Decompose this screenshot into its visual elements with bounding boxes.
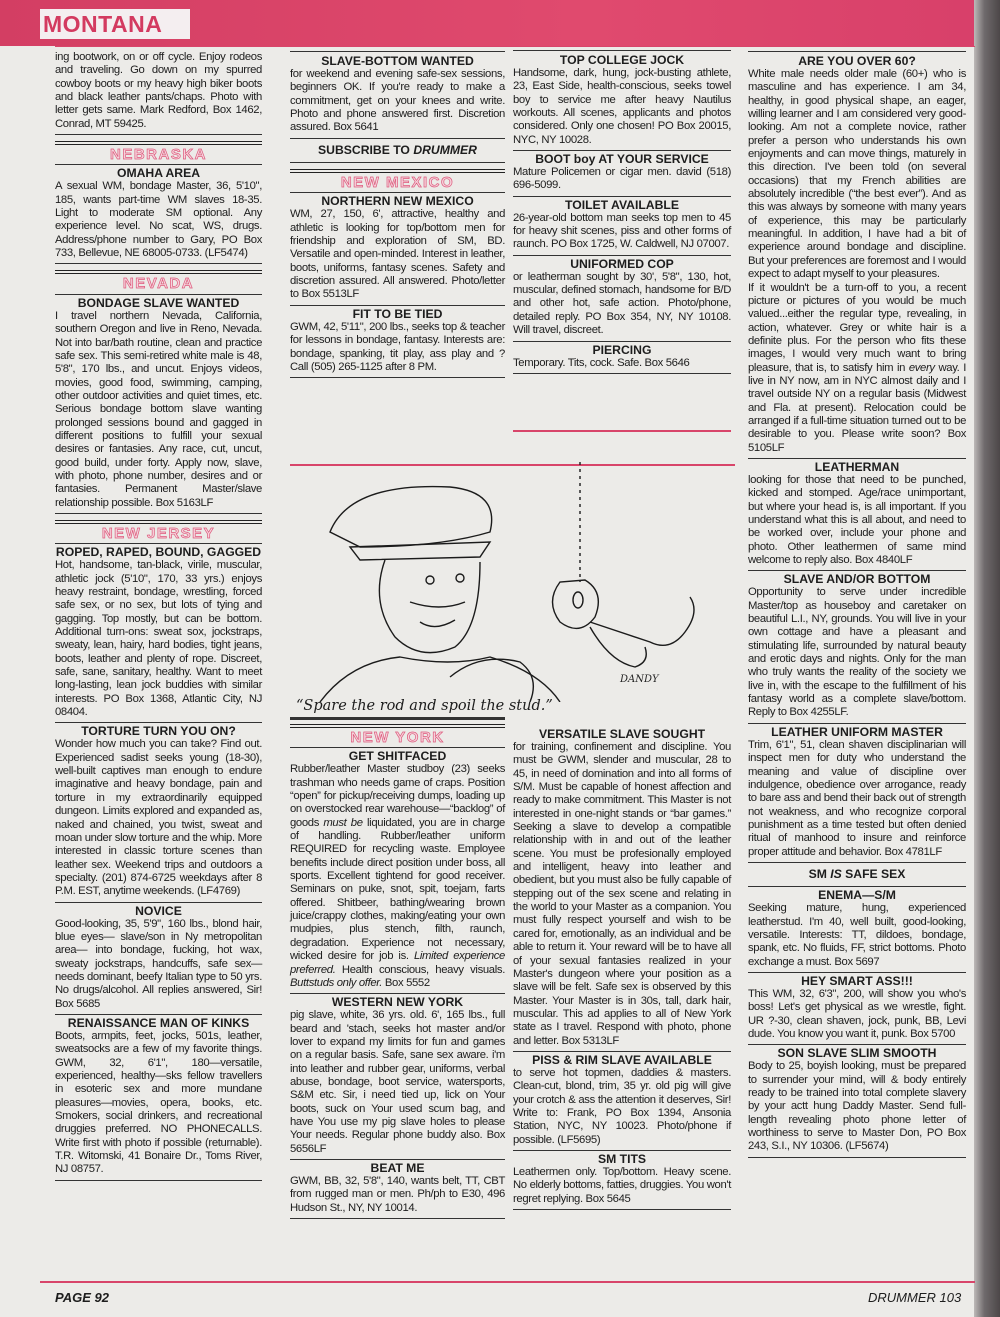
ad-title: TORTURE TURN YOU ON? — [81, 724, 236, 739]
ad-title: LEATHER UNIFORM MASTER — [771, 724, 943, 739]
ad-body — [513, 357, 731, 370]
section-header: NEW YORK — [290, 724, 505, 748]
ad-body — [748, 474, 966, 567]
text-segment: 26-year-old bottom man seeks top men to 45 for heavy shit scenes, piss and other forms of raunch. PO Box 1725, W. Caldwell, NJ 07007. — [513, 211, 731, 251]
ad-body — [513, 212, 731, 252]
ad-body — [55, 1030, 262, 1177]
classified-ad — [748, 724, 966, 863]
text-segment: Rubber/leather Master studboy (23) seeks trashman who needs game of craps. Position “open” for pickup/receiving dumps, loading up on overstocked rear warehouse—“backlog” of goods — [290, 763, 505, 829]
section-header: NEW JERSEY — [55, 520, 262, 544]
notice-banner — [748, 863, 966, 887]
text-segment: Wonder how much you can take? Find out. Experienced sadist seeks young (18-30), well-built captives man enough to endure imaginative and heavy bondage, pain and torture in my extraordinarily equipped dungeon. Limits explored and expanded as, naked and chained, you twist, sweat and moan under slow torture and the whip. More interested in classic torture scenes than leather sex. Weekend trips and outdoors a specialty. (201) 874-6725 weekdays after 8 P.M. EST, anytime weekends. (LF4769) — [55, 738, 262, 898]
text-segment: Good-looking, 35, 5'9", 160 lbs., blond hair, blue eyes— slave/son in Ny metropolitan area— into bondage, fucking, hot wax, sweaty jockstraps, handcuffs, safe sex— needs dominant, beefy Italian type to 50 yrs. No drugs/alcohol. All replies answered, Sir! Box 5685 — [55, 917, 262, 1010]
illustration-officer-and-bound-figure — [290, 462, 735, 702]
ad-body — [290, 1009, 505, 1156]
ad-title: TOP COLLEGE JOCK — [559, 53, 685, 67]
text-segment: Temporary. Tits, cock. Safe. Box 5646 — [513, 356, 690, 369]
ad-title: PIERCING — [592, 342, 652, 357]
column-rule — [513, 50, 731, 51]
text-segment: WM, 27, 150, 6', attractive, healthy and athletic is looking for top/bottom men for friendship and exploration of SM, BD. Versatile and open-minded. Interest in leather, boots, uniforms, fantasy scenes. Safety and discretion assured. All answered. Photo/letter to Box 5513LF — [290, 208, 505, 301]
column-1 — [55, 50, 262, 1181]
text-segment: Seeking mature, hung, experienced leatherstud. I'm 40, well built, good-looking, versatile. Interests: TT, dildoes, bondage, spank, etc. No fluids, FF, strict bottoms. Photo exchange a must. Box 5697 — [748, 902, 966, 968]
classified-ad — [290, 193, 505, 305]
column-3-top — [513, 52, 731, 374]
classified-ad — [748, 459, 966, 571]
text-segment: Mature Policemen or cigar men. david (518) 696-5099. — [513, 166, 731, 192]
section-header: NEVADA — [55, 270, 262, 294]
ad-title: UNIFORMED COP — [570, 256, 674, 271]
section-header: NEBRASKA — [55, 141, 262, 165]
text-segment: liquidated, you are in charge of handling. Rubber/leather uniform REQUIRED for recycling waste. Employee benefits include direct position under boss, all sports. Excellent tightend for good receiver. Seminars on puke, snot, spit, toejam, farts offered. Shitbeer, bathing/wearing brown juice/crappy clothes, making/eating your own mudpies, plus stench, filth, raunch, degradation. Experience not necessary, wicked desire for job is. — [290, 816, 505, 963]
state-label-box — [40, 9, 190, 39]
column-2-top — [290, 53, 505, 378]
bound-figure-head — [553, 580, 599, 628]
text-segment: looking for those that need to be punched, kicked and stomped. Age/race unimportant, but where your head is, is all important. If you understand what this is all about, and need to be worked over, include your phone and photo. Other leathermen of same mind welcome to reply also. Box 4840LF — [748, 473, 966, 567]
classified-ad — [513, 197, 731, 256]
text-segment: for weekend and evening safe-sex sessions, beginners OK. If you're ready to make a commitment, get on your knees and write. Photo and phone answered first. Discretion assured. Box 5641 — [290, 68, 505, 134]
ad-title: VERSATILE SLAVE SOUGHT — [538, 727, 706, 741]
classified-ad — [513, 1151, 731, 1210]
classified-ad — [55, 544, 262, 723]
ad-body — [748, 68, 966, 455]
text-segment: I travel northern Nevada, California, southern Oregon and live in Reno, Nevada. Not into bar/bath routine, clean and practice safe sex. This semi-retired white male is 48, 5'8", 170 lbs., and uncut. Enjoys videos, movies, good food, swimming, camping, other outdoor activities and quiet times, etc. Serious bondage bottom slave wanting prolonged sessions bound and gagged in different positions to fulfill your sexual desires or fantasies. Any race, cut, uncut, good build, under forty. Apply now, slave, with photo, phone number, desires and or fantasies. Permanent Master/slave relationship possible. Box 5163LF — [55, 309, 262, 509]
text-segment: way. I live in NY now, am in NYC almost daily and I travel outside NY on a regular basis (Midwest and Fla. at present). Relocation could be arranged if a full-time situation turned out to be desirable to you. Please write soon? Box 5105LF — [748, 361, 966, 454]
ad-title: NORTHERN NEW MEXICO — [321, 194, 474, 209]
text-segment: A sexual WM, bondage Master, 36, 5'10", 185, wants part-time WM slaves 18-35. Light to moderate SM optional. Any experience level. No scat, WS, drugs. Address/phone number to Gary, PO Box 733, Bellevue, NE 68005-0733. (LF5474) — [55, 180, 262, 260]
ad-title: BOOT boy AT YOUR SERVICE — [535, 152, 709, 167]
ad-body — [290, 321, 505, 374]
page-number-left: PAGE 92 — [55, 1290, 109, 1305]
ad-body — [748, 739, 966, 859]
classified-ad — [290, 994, 505, 1160]
ad-title: RENAISSANCE MAN OF KINKS — [67, 1015, 250, 1030]
artist-signature: DANDY — [620, 674, 659, 685]
officer-cap — [330, 487, 492, 547]
italic-text: IS — [830, 866, 842, 881]
classified-ad — [290, 748, 505, 994]
bottom-rule — [40, 1281, 975, 1283]
ad-title: SLAVE AND/OR BOTTOM — [783, 572, 931, 587]
classified-ad — [55, 1015, 262, 1181]
ad-body — [748, 586, 966, 719]
text-segment: pig slave, white, 36 yrs. old. 6', 165 lbs., full beard and 'stach, seeks hot master and/or lover to expand my limits for fun and games on a regular basis. Safe, sane sex aware. i'm into leather and rubber gear, uniforms, verbal abuse, bondage, boot service, watersports, S&M etc. Sir, i need tied up, lick on Your boots, suck on Your used scum bag, and have You use my pig slave holes to please Your needs. Regular phone buddy also. Box 5656LF — [290, 1009, 505, 1155]
text-segment: or leatherman sought by 30', 5'8", 130, hot, muscular, defined stomach, handsome for B/D and other hot, safe action. Photo/phone, detailed reply. PO Box 354, NY, NY 10108. Will travel, discreet. — [513, 270, 731, 337]
ad-body — [55, 918, 262, 1011]
page-number-right: DRUMMER 103 — [868, 1290, 962, 1305]
ad-title: FIT TO BE TIED — [352, 306, 443, 321]
ad-body — [290, 1175, 505, 1215]
text-segment: Handsome, dark, hung, jock-busting athlete, 23, East Side, health-conscious, seeks towel boy to service me after heavy Nautilus workouts. All scenes, applicants and photos considered. Only one chosen! PO Box 20015, NYC, NY 10028. — [513, 67, 731, 146]
text-segment: Leathermen only. Top/bottom. Heavy scene. No elderly bottoms, fatties, druggies. You won't regret replying. Box 5645 — [513, 1165, 731, 1205]
text-segment: White male needs older male (60+) who is masculine and has experience. I am 34, healthy, in good physical shape, an eager, willing learner and I am considered very good-looking. Am not a complete novice, rather prefer a person who understands his own enjoyments and can move things, maturely in this direction. I've been told (on several occasions) that my French abilities are absolutely incredible (“the best ever”). And as this was always by someone with many years of experience, this may be particularly meaningful. In addition, I have had a bit of experience around bondage and discipline. But your preferences are foremost and I would expect to adapt myself to your pleasures. If it wouldn't be a turn-off to you, a recent picture or pictures of you would be much valued...either the regular type, revealing, in action, whatever. Grey or white hair is a definite plus. For the person who fits these images, I would very much want to bring pleasure, that is, to satisfy him in — [748, 68, 966, 374]
ad-title: ROPED, RAPED, BOUND, GAGGED — [55, 545, 262, 560]
text-segment: Trim, 6'1", 51, clean shaven disciplinarian will inspect men for duty who understand the meaning and value of discipline over indulgence, obedience over arrogance, ready to bare ass and bend their back out of strength not weakness, and who recognize corporal punishment as a time tested but often denied ritual of manhood to insure and reinforce proper attitude and behavior. Box 4781LF — [748, 738, 966, 858]
classified-ad — [748, 1045, 966, 1157]
classified-ad — [55, 723, 262, 902]
notice-banner — [290, 139, 505, 163]
ad-title: HEY SMART ASS!!! — [801, 973, 913, 988]
ad-body — [513, 67, 731, 147]
text-segment: Health conscious, heavy visuals. — [335, 963, 505, 976]
ad-title: BONDAGE SLAVE WANTED — [77, 295, 240, 310]
column-3-bottom — [513, 726, 731, 1210]
ad-body — [513, 166, 731, 193]
ad-body — [55, 738, 262, 898]
text-segment: Boots, armpits, feet, jocks, 501s, leather, sweatsocks are a few of my favorite things. GWM, 32, 6'1", 180—versatile, experienced, healthy—sks fellow travellers in esoteric sex and more mundane pleasures—movies, opera, books, etc. Smokers, social drinkers, and recreational druggies preferred. NO PHONECALLS. Write first with photo if possible (returnable). T.R. Witomski, 41 Bonaire Dr., Toms River, NJ 08757. — [55, 1029, 262, 1176]
text-segment: GWM, 42, 5'11", 200 lbs., seeks top & teacher for lessons in bondage, fantasy. Interests are: bondage, spanking, tit play, ass play and ? Call (505) 265-1125 after 8 PM. — [290, 320, 505, 373]
classified-ad — [513, 726, 731, 1052]
state-label: MONTANA — [43, 11, 163, 37]
ad-body — [513, 741, 731, 1048]
text-segment: Hot, handsome, tan-black, virile, muscular, athletic jock (5'10", 170, 33 yrs.) enjoys heavy restraint, bondage, wrestling, forced safe sex, or no sex, but lots of tying and gagging. Top mostly, but can be bottom. Additional turn-ons: sweat sox, jockstraps, sweaty, lean, hairy, hard bodies, tight jeans, boots, leather and plenty of rope. Discreet, safe, sane, sanitary, healthy. Want to meet long-lasting, lean jock buddies with similar interests. PO Box 1368, Atlantic City, NJ 08404. — [55, 559, 262, 719]
top-rule — [55, 46, 975, 47]
ad-title: ARE YOU OVER 60? — [798, 54, 916, 68]
italic-text: Limited experience preferred. — [290, 950, 505, 976]
classified-ad — [748, 53, 966, 459]
ad-title: WESTERN NEW YORK — [331, 995, 464, 1010]
classified-ad — [513, 342, 731, 374]
ad-title: SON SLAVE SLIM SMOOTH — [777, 1046, 937, 1061]
italic-text: every — [908, 361, 935, 374]
ad-title: GET SHITFACED — [348, 749, 447, 764]
italic-text: DRUMMER — [413, 142, 477, 157]
ad-title: SM TITS — [597, 1151, 647, 1166]
ad-title: PISS & RIM SLAVE AVAILABLE — [532, 1052, 712, 1067]
section-header: NEW MEXICO — [290, 169, 505, 193]
ad-body — [513, 1067, 731, 1147]
illustration-caption: “Spare the rod and spoil the stud.” — [296, 698, 553, 714]
text-segment: Opportunity to serve under incredible Master/top as houseboy and caretaker on beautiful L.I., NY, grounds. You will live in your own cottage and have a pleasant and stimulating life, surrounded by natural beauty and erotic days and nights. Only for the man who truly wants the reality of the society we live in, with the escape to the fulfillment of his fantasy world as a complete slave/bottom. Reply to Box 4255LF. — [748, 586, 966, 719]
classified-ad — [513, 151, 731, 197]
classified-ad — [513, 256, 731, 342]
classified-ad — [55, 903, 262, 1015]
text-segment: GWM, BB, 32, 5'8", 140, wants belt, TT, CBT from rugged man or men. Ph/ph to E30, 496 Hudson St., NY, NY 10014. — [290, 1174, 505, 1214]
classified-ad — [290, 1160, 505, 1219]
ad-body — [290, 763, 505, 990]
ad-body — [513, 271, 731, 338]
section-rule — [290, 717, 505, 720]
ad-body — [55, 310, 262, 510]
ad-title: OMAHA AREA — [116, 166, 201, 181]
ad-title: SLAVE-BOTTOM WANTED — [321, 54, 474, 68]
ad-body — [290, 68, 505, 135]
text-segment: Body to 25, boyish looking, must be prepared to surrender your mind, will & body entirely ready to be trained into total complete slavery by your actt hung Daddy Master. Send full-length revealing photo phone letter of worthiness to serve to Master Don, PO Box 243, S.I., NY 10306. (LF5674) — [748, 1060, 966, 1153]
text-segment: SAFE SEX — [841, 866, 906, 881]
italic-text: Buttstuds only offer. — [290, 976, 383, 989]
classified-ad — [748, 571, 966, 723]
text-segment: Box 5552 — [382, 976, 430, 989]
ad-body — [748, 902, 966, 969]
text-segment: SM — [808, 866, 831, 881]
classified-ad — [290, 53, 505, 139]
ad-title: TOILET AVAILABLE — [565, 197, 679, 212]
ad-body — [513, 1166, 731, 1206]
ad-body — [55, 180, 262, 260]
classified-ad — [513, 52, 731, 151]
classified-ad — [55, 295, 262, 514]
text-segment: for training, confinement and discipline. You must be GWM, slender and muscular, 28 to 45, in need of domination and into all forms of S/M. Must be capable of honest affection and ready to make commitment. This Master is not interested in one-night stands or “bar games.” Seeking a slave to develop a compatible relationship with in and out of the leather scene. You must be profesionally employed and intelligent, heavy into leather and obedient, but you must also be fully capable of stepping out of the sex scene and relating in the world to your Master as a companion. You must fully respect yourself and wish to be cared for, emotionally, as an individual and be able to return it. Your reward will be to have all of your sexual fantasies realized in your Master's dungeon where your position as a slave will be felt. Safe sex is observed by this Master. Your Master is in 30s, tall, dark hair, muscular. This ad applies to all of New York state as I travel. Respond with photo, phone and letter. Box 5313LF — [513, 741, 731, 1047]
text-segment: ing bootwork, on or off cycle. Enjoy rodeos and traveling. Go down on my spurred cowboy boots or my heavy high biker boots and black leather pants/chaps. Photo with letter gets same. Mark Redford, Box 1462, Conrad, MT 59425. — [55, 51, 262, 130]
column-2-bottom — [290, 718, 505, 1219]
ad-body — [748, 988, 966, 1041]
classified-ad — [55, 165, 262, 264]
classified-ad — [748, 973, 966, 1045]
classified-ad — [290, 306, 505, 378]
column-3-bottom-rule — [513, 430, 731, 432]
ad-body — [748, 1060, 966, 1153]
italic-text: must be — [323, 816, 363, 829]
text-segment: This WM, 32, 6'3", 200, will show you who's boss! Let's get physical as we wrestle, fight. UR ?-30, clean shaven, jock, punk, BB, Levi dude. You know you want it, punk. Box 5700 — [748, 987, 966, 1040]
classified-ad — [513, 1052, 731, 1151]
ad-body — [290, 208, 505, 301]
ad-body — [55, 51, 262, 131]
text-segment: to serve hot topmen, daddies & masters. Clean-cut, blond, trim, 35 yr. old pig will give your crotch & ass the attention it deserves, Sir! Write to: Frank, PO Box 1394, Ansonia Station, NYC, NY 10023. Photo/phone if possible. (LF5695) — [513, 1066, 731, 1146]
text-segment: SUBSCRIBE TO — [318, 142, 414, 157]
ad-body — [55, 559, 262, 719]
ad-title: NOVICE — [135, 903, 182, 918]
column-rule — [290, 51, 505, 52]
column-rule — [748, 51, 966, 52]
ad-title: ENEMA—S/M — [818, 888, 896, 903]
ad-title: BEAT ME — [370, 1160, 425, 1175]
column-4 — [748, 53, 966, 1158]
classified-ad — [55, 50, 262, 135]
binding-shadow — [974, 0, 1000, 1317]
classified-ad — [748, 887, 966, 973]
ad-title: LEATHERMAN — [814, 459, 900, 474]
